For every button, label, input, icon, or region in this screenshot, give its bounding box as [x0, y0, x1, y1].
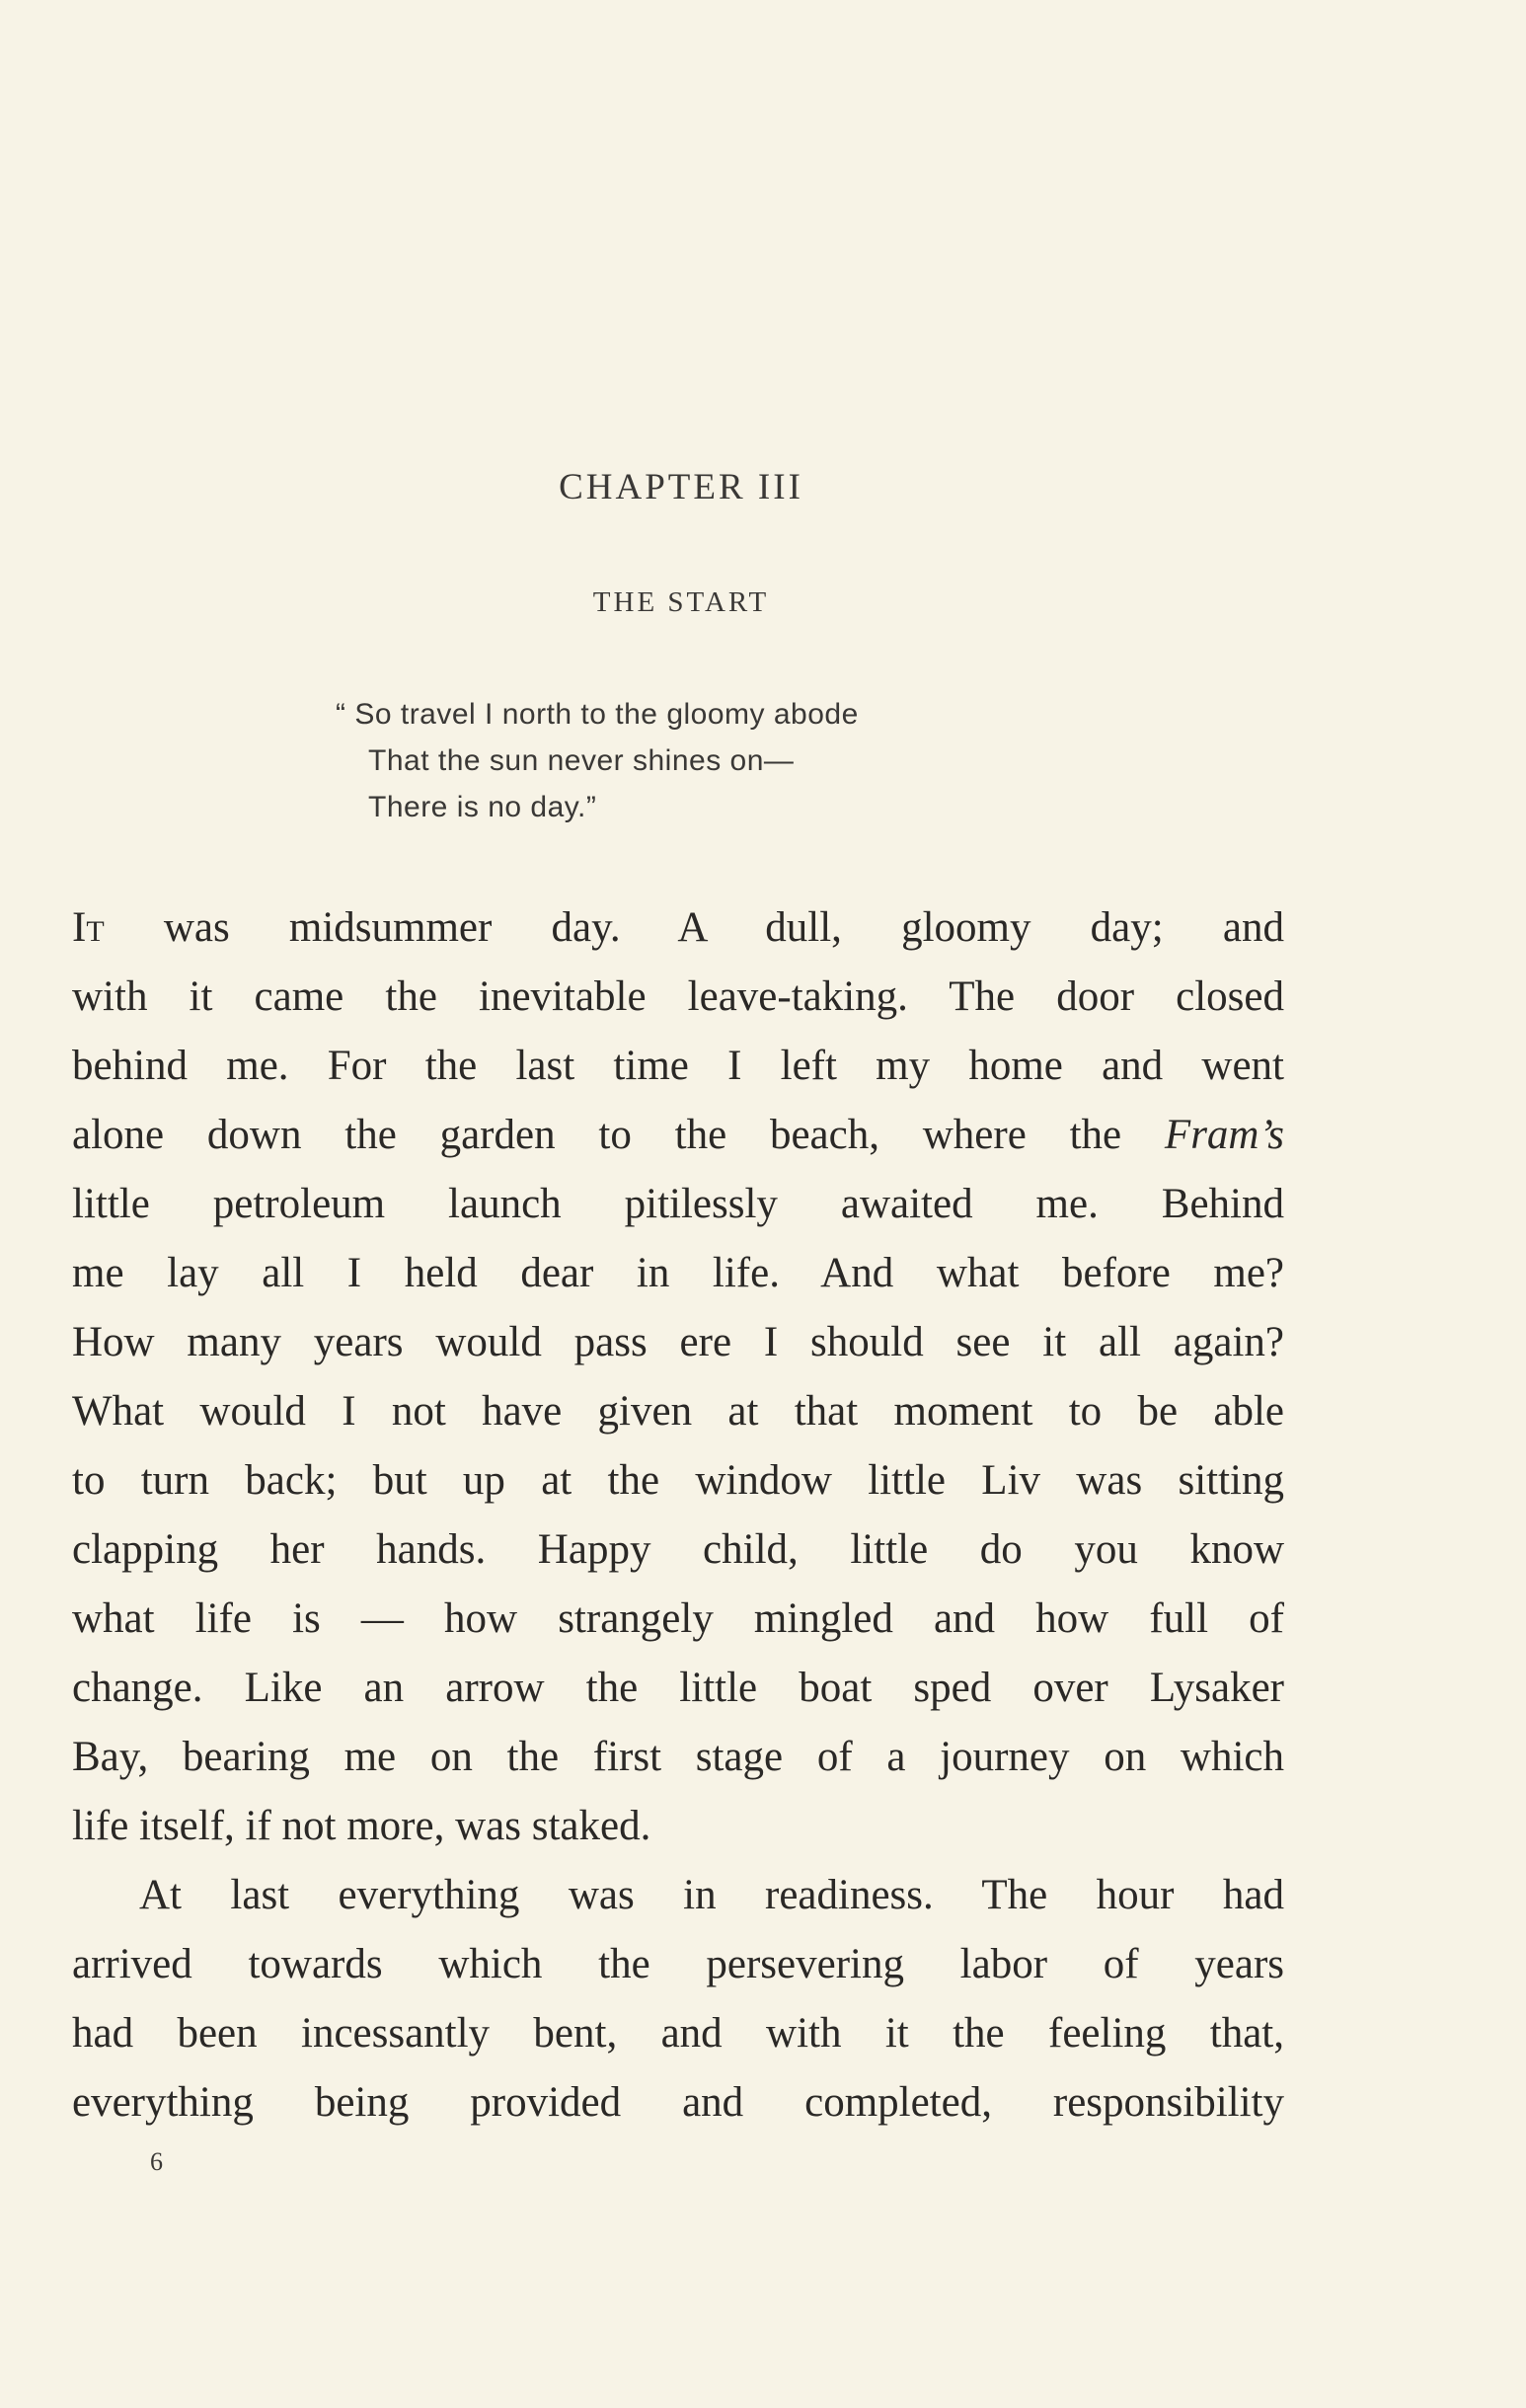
body-text	[72, 893, 1284, 2137]
body-line-text: alone down the garden to the beach, where the	[72, 1112, 1165, 1158]
epigraph-line: “ So travel I north to the gloomy abode	[336, 698, 859, 731]
body-line: with it came the inevitable leave-taking. The door closed	[72, 973, 1284, 1020]
body-line: What would I not have given at that moment to be able	[72, 1388, 1284, 1435]
body-line: clapping her hands. Happy child, little do you know	[72, 1526, 1284, 1573]
body-line: arrived towards which the persevering labor of years	[72, 1941, 1284, 1987]
body-line: change. Like an arrow the little boat sped over Lysaker	[72, 1665, 1284, 1711]
page-number: 6	[150, 2147, 163, 2176]
body-line: At last everything was in readiness. The hour had	[139, 1872, 1284, 1918]
body-line: little petroleum launch pitilessly awaited me. Behind	[72, 1181, 1284, 1227]
body-line: had been incessantly bent, and with it the feeling that,	[72, 2010, 1284, 2057]
body-line: what life is — how strangely mingled and how full of	[72, 1595, 1284, 1642]
chapter-heading: CHAPTER III	[559, 467, 803, 507]
body-line-text: was midsummer day. A dull, gloomy day; and	[104, 904, 1284, 951]
body-line: me lay all I held dear in life. And what before me?	[72, 1250, 1284, 1296]
body-line: life itself, if not more, was staked.	[72, 1803, 651, 1849]
body-line: to turn back; but up at the window little Liv was sitting	[72, 1457, 1284, 1504]
body-line	[72, 1101, 1284, 1170]
body-line: Bay, bearing me on the first stage of a journey on which	[72, 1734, 1284, 1780]
ship-name: Fram’s	[1164, 1112, 1284, 1158]
epigraph-line: That the sun never shines on—	[368, 744, 795, 777]
chapter-subtitle: THE START	[592, 586, 770, 618]
body-line	[72, 893, 1284, 963]
opening-word: It	[72, 904, 105, 951]
body-line: How many years would pass ere I should see it all again?	[72, 1319, 1284, 1365]
epigraph	[336, 691, 1125, 830]
body-line: behind me. For the last time I left my home and went	[72, 1043, 1284, 1089]
epigraph-line: There is no day.”	[368, 791, 597, 823]
body-line: everything being provided and completed, responsibility	[72, 2079, 1284, 2126]
